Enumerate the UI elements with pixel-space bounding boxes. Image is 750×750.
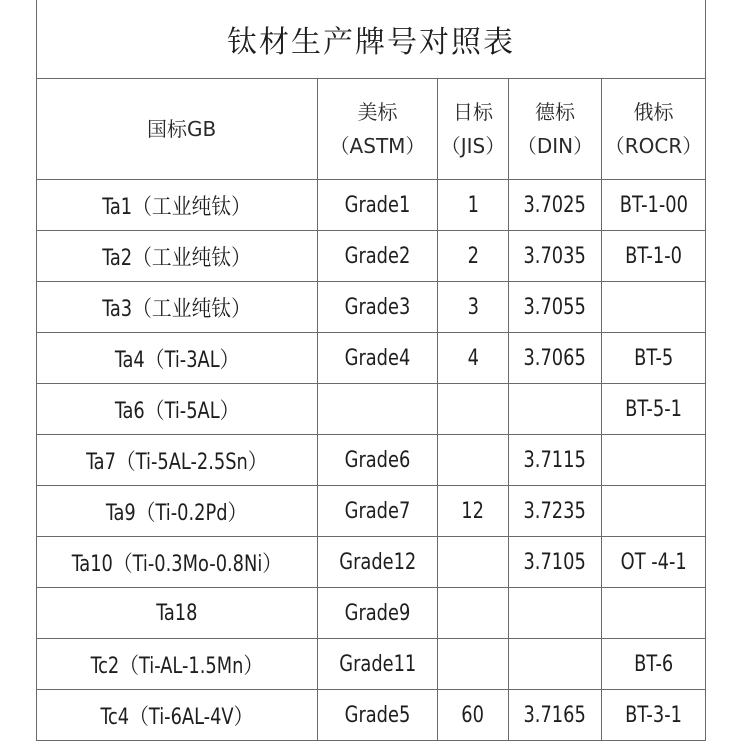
cell-gb: Ta2（工业纯钛）	[37, 231, 318, 282]
cell-rocr	[602, 486, 706, 537]
cell-rocr: BT-5	[602, 333, 706, 384]
table-row	[37, 486, 706, 537]
header-din	[509, 79, 602, 180]
cell-jis: 2	[438, 231, 509, 282]
cell-rocr: BT-1-0	[602, 231, 706, 282]
cell-din: 3.7165	[509, 690, 602, 741]
cell-rocr: BT-5-1	[602, 384, 706, 435]
cell-gb: Tc2（Ti-AL-1.5Mn）	[37, 639, 318, 690]
cell-gb: Ta18	[37, 588, 318, 639]
header-astm-cn: 美标	[357, 100, 398, 124]
cell-astm: Grade2	[318, 231, 438, 282]
header-jis-code: （JIS）	[440, 134, 506, 158]
table-row	[37, 231, 706, 282]
cell-rocr: BT-3-1	[602, 690, 706, 741]
header-astm-code: （ASTM）	[329, 134, 426, 158]
header-jis	[438, 79, 509, 180]
table-row	[37, 690, 706, 741]
title-row	[37, 0, 706, 79]
cell-din: 3.7055	[509, 282, 602, 333]
cell-jis	[438, 639, 509, 690]
cell-jis: 1	[438, 180, 509, 231]
header-jis-cn: 日标	[453, 100, 493, 124]
cell-astm: Grade4	[318, 333, 438, 384]
cell-rocr	[602, 588, 706, 639]
cell-gb: Ta7（Ti-5AL-2.5Sn）	[37, 435, 318, 486]
header-astm	[318, 79, 438, 180]
cell-din: 3.7235	[509, 486, 602, 537]
table-row	[37, 180, 706, 231]
cell-jis	[438, 537, 509, 588]
cell-gb: Ta10（Ti-0.3Mo-0.8Ni）	[37, 537, 318, 588]
cell-rocr: BT-6	[602, 639, 706, 690]
cell-rocr	[602, 282, 706, 333]
cell-astm: Grade3	[318, 282, 438, 333]
table-title: 钛材生产牌号对照表	[37, 0, 706, 79]
cell-gb: Ta6（Ti-5AL）	[37, 384, 318, 435]
table-row	[37, 282, 706, 333]
cell-gb: Tc4（Ti-6AL-4V）	[37, 690, 318, 741]
cell-rocr: OT -4-1	[602, 537, 706, 588]
cell-astm: Grade7	[318, 486, 438, 537]
cell-jis: 60	[438, 690, 509, 741]
header-rocr	[602, 79, 706, 180]
cell-din: 3.7115	[509, 435, 602, 486]
cell-din: 3.7035	[509, 231, 602, 282]
header-din-code: （DIN）	[516, 134, 594, 158]
cell-jis	[438, 588, 509, 639]
cell-din	[509, 384, 602, 435]
cell-jis	[438, 435, 509, 486]
table-row	[37, 639, 706, 690]
table-row	[37, 384, 706, 435]
cell-din	[509, 588, 602, 639]
cell-din	[509, 639, 602, 690]
cell-gb: Ta9（Ti-0.2Pd）	[37, 486, 318, 537]
cell-astm: Grade5	[318, 690, 438, 741]
cell-gb: Ta4（Ti-3AL）	[37, 333, 318, 384]
cell-gb: Ta1（工业纯钛）	[37, 180, 318, 231]
cell-astm: Grade9	[318, 588, 438, 639]
cell-jis: 4	[438, 333, 509, 384]
cell-din: 3.7025	[509, 180, 602, 231]
header-gb: 国标GB	[37, 79, 318, 180]
table-row	[37, 435, 706, 486]
cell-jis	[438, 384, 509, 435]
header-din-cn: 德标	[535, 100, 575, 124]
header-row	[37, 79, 706, 180]
cell-din: 3.7065	[509, 333, 602, 384]
table-row	[37, 333, 706, 384]
cell-rocr	[602, 435, 706, 486]
cell-astm: Grade11	[318, 639, 438, 690]
cell-rocr: BT-1-00	[602, 180, 706, 231]
cell-astm: Grade12	[318, 537, 438, 588]
header-rocr-cn: 俄标	[633, 100, 674, 124]
cell-astm: Grade6	[318, 435, 438, 486]
cell-astm	[318, 384, 438, 435]
cell-din: 3.7105	[509, 537, 602, 588]
table-row	[37, 537, 706, 588]
cell-astm: Grade1	[318, 180, 438, 231]
cell-gb: Ta3（工业纯钛）	[37, 282, 318, 333]
header-rocr-code: （ROCR）	[604, 134, 703, 158]
table-row	[37, 588, 706, 639]
cell-jis: 3	[438, 282, 509, 333]
cell-jis: 12	[438, 486, 509, 537]
grade-comparison-table	[36, 0, 706, 741]
